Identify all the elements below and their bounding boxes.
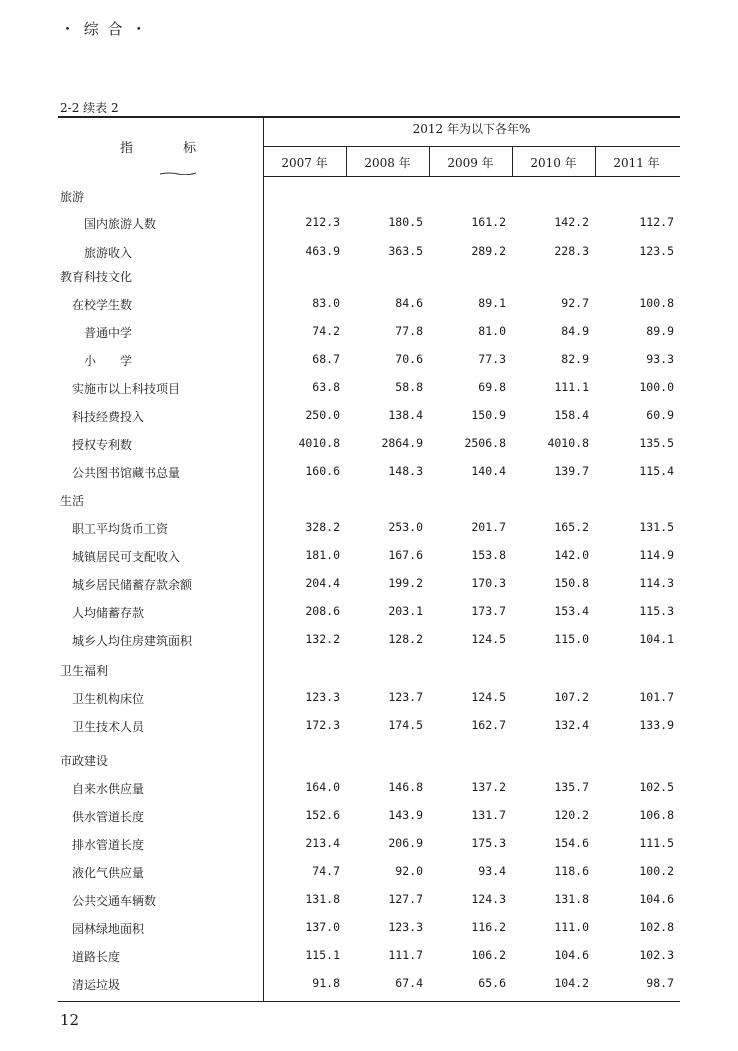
indicator-label: 液化气供应量 xyxy=(72,866,145,880)
year-header: 2008 年 xyxy=(364,156,411,170)
indicator-label: 职工平均货币工资 xyxy=(72,522,169,536)
header-divider xyxy=(263,146,680,147)
value-cell: 131.7 xyxy=(471,808,506,822)
table-row xyxy=(0,352,738,372)
value-cell: 65.6 xyxy=(478,976,506,990)
value-cell: 102.5 xyxy=(639,780,674,794)
value-cell: 137.2 xyxy=(471,780,506,794)
value-cell: 92.7 xyxy=(561,296,589,310)
table-row xyxy=(0,836,738,856)
value-cell: 93.4 xyxy=(478,864,506,878)
value-cell: 70.6 xyxy=(395,352,423,366)
value-cell: 104.6 xyxy=(554,948,589,962)
value-cell: 135.7 xyxy=(554,780,589,794)
value-cell: 253.0 xyxy=(388,520,423,534)
value-cell: 162.7 xyxy=(471,718,506,732)
table-row xyxy=(0,464,738,484)
table-row xyxy=(0,215,738,235)
value-cell: 116.2 xyxy=(471,920,506,934)
value-cell: 4010.8 xyxy=(547,436,589,450)
category-label: 旅游 xyxy=(60,190,85,204)
value-cell: 128.2 xyxy=(388,632,423,646)
value-cell: 199.2 xyxy=(388,576,423,590)
indicator-label: 道路长度 xyxy=(72,950,121,964)
value-cell: 82.9 xyxy=(561,352,589,366)
table-row xyxy=(0,548,738,568)
indicator-label: 供水管道长度 xyxy=(72,810,145,824)
value-cell: 124.3 xyxy=(471,892,506,906)
value-cell: 123.3 xyxy=(388,920,423,934)
value-cell: 328.2 xyxy=(305,520,340,534)
value-cell: 173.7 xyxy=(471,604,506,618)
value-cell: 83.0 xyxy=(312,296,340,310)
table-row xyxy=(0,976,738,996)
value-cell: 203.1 xyxy=(388,604,423,618)
table-row xyxy=(0,604,738,624)
indicator-label: 排水管道长度 xyxy=(72,838,145,852)
value-cell: 124.5 xyxy=(471,690,506,704)
value-cell: 250.0 xyxy=(305,408,340,422)
value-cell: 74.2 xyxy=(312,324,340,338)
indicator-label: 公共图书馆藏书总量 xyxy=(72,466,181,480)
indicator-label: 卫生机构床位 xyxy=(72,692,145,706)
indicator-label: 城乡人均住房建筑面积 xyxy=(72,634,193,648)
value-cell: 131.8 xyxy=(305,892,340,906)
value-cell: 84.6 xyxy=(395,296,423,310)
table-row xyxy=(0,632,738,652)
value-cell: 101.7 xyxy=(639,690,674,704)
table-row xyxy=(0,576,738,596)
value-cell: 127.7 xyxy=(388,892,423,906)
year-header: 2007 年 xyxy=(281,156,328,170)
value-cell: 123.7 xyxy=(388,690,423,704)
indicator-label: 授权专利数 xyxy=(72,438,133,452)
indicator-label: 人均储蓄存款 xyxy=(72,606,145,620)
value-cell: 77.8 xyxy=(395,324,423,338)
value-cell: 102.8 xyxy=(639,920,674,934)
section-header-tag: ・ 综 合 ・ xyxy=(60,20,149,38)
value-cell: 228.3 xyxy=(554,244,589,258)
value-cell: 153.4 xyxy=(554,604,589,618)
value-cell: 106.8 xyxy=(639,808,674,822)
value-cell: 69.8 xyxy=(478,380,506,394)
value-cell: 2864.9 xyxy=(381,436,423,450)
indicator-label: 小 学 xyxy=(84,354,133,368)
value-cell: 140.4 xyxy=(471,464,506,478)
value-cell: 208.6 xyxy=(305,604,340,618)
stub-underline-mark xyxy=(160,172,196,175)
value-cell: 114.3 xyxy=(639,576,674,590)
value-cell: 100.0 xyxy=(639,380,674,394)
value-cell: 89.1 xyxy=(478,296,506,310)
value-cell: 2506.8 xyxy=(464,436,506,450)
year-header: 2010 年 xyxy=(530,156,577,170)
value-cell: 89.9 xyxy=(646,324,674,338)
indicator-header-char: 指 xyxy=(120,141,134,156)
value-cell: 115.3 xyxy=(639,604,674,618)
category-label: 卫生福利 xyxy=(60,664,109,678)
value-cell: 201.7 xyxy=(471,520,506,534)
value-cell: 146.8 xyxy=(388,780,423,794)
value-cell: 152.6 xyxy=(305,808,340,822)
value-cell: 158.4 xyxy=(554,408,589,422)
table-row xyxy=(0,920,738,940)
value-cell: 111.7 xyxy=(388,948,423,962)
value-cell: 115.4 xyxy=(639,464,674,478)
value-cell: 170.3 xyxy=(471,576,506,590)
value-cell: 104.1 xyxy=(639,632,674,646)
value-cell: 165.2 xyxy=(554,520,589,534)
value-cell: 167.6 xyxy=(388,548,423,562)
indicator-header-char: 标 xyxy=(183,141,197,156)
value-cell: 107.2 xyxy=(554,690,589,704)
value-cell: 174.5 xyxy=(388,718,423,732)
value-cell: 84.9 xyxy=(561,324,589,338)
table-row xyxy=(0,408,738,428)
base-year-span-header: 2012 年为以下各年% xyxy=(412,122,531,136)
category-row xyxy=(0,188,738,208)
value-cell: 180.5 xyxy=(388,215,423,229)
value-cell: 100.8 xyxy=(639,296,674,310)
table-top-rule xyxy=(58,116,680,118)
indicator-column-header xyxy=(100,137,260,156)
value-cell: 204.4 xyxy=(305,576,340,590)
value-cell: 206.9 xyxy=(388,836,423,850)
header-bottom-rule xyxy=(263,176,680,177)
value-cell: 102.3 xyxy=(639,948,674,962)
value-cell: 4010.8 xyxy=(298,436,340,450)
value-cell: 93.3 xyxy=(646,352,674,366)
value-cell: 132.2 xyxy=(305,632,340,646)
table-row xyxy=(0,690,738,710)
indicator-label: 自来水供应量 xyxy=(72,782,145,796)
category-label: 生活 xyxy=(60,494,85,508)
value-cell: 124.5 xyxy=(471,632,506,646)
table-row xyxy=(0,780,738,800)
table-row xyxy=(0,380,738,400)
value-cell: 132.4 xyxy=(554,718,589,732)
value-cell: 111.5 xyxy=(639,836,674,850)
value-cell: 463.9 xyxy=(305,244,340,258)
value-cell: 92.0 xyxy=(395,864,423,878)
table-row xyxy=(0,808,738,828)
table-row xyxy=(0,718,738,738)
value-cell: 148.3 xyxy=(388,464,423,478)
table-row xyxy=(0,520,738,540)
value-cell: 77.3 xyxy=(478,352,506,366)
indicator-label: 科技经费投入 xyxy=(72,410,145,424)
value-cell: 104.2 xyxy=(554,976,589,990)
value-cell: 150.8 xyxy=(554,576,589,590)
value-cell: 100.2 xyxy=(639,864,674,878)
value-cell: 172.3 xyxy=(305,718,340,732)
table-row xyxy=(0,296,738,316)
indicator-label: 卫生技术人员 xyxy=(72,720,145,734)
indicator-label: 国内旅游人数 xyxy=(84,217,157,231)
value-cell: 213.4 xyxy=(305,836,340,850)
indicator-label: 城乡居民储蓄存款余额 xyxy=(72,578,193,592)
value-cell: 123.5 xyxy=(639,244,674,258)
indicator-label: 园林绿地面积 xyxy=(72,922,145,936)
table-bottom-rule xyxy=(58,1001,680,1002)
value-cell: 115.1 xyxy=(305,948,340,962)
value-cell: 63.8 xyxy=(312,380,340,394)
table-title: 2-2 续表 2 xyxy=(60,101,119,115)
value-cell: 143.9 xyxy=(388,808,423,822)
indicator-label: 清运垃圾 xyxy=(72,978,121,992)
value-cell: 131.5 xyxy=(639,520,674,534)
table-row xyxy=(0,948,738,968)
value-cell: 137.0 xyxy=(305,920,340,934)
value-cell: 68.7 xyxy=(312,352,340,366)
value-cell: 112.7 xyxy=(639,215,674,229)
value-cell: 161.2 xyxy=(471,215,506,229)
table-row xyxy=(0,244,738,264)
value-cell: 91.8 xyxy=(312,976,340,990)
value-cell: 120.2 xyxy=(554,808,589,822)
indicator-label: 公共交通车辆数 xyxy=(72,894,157,908)
value-cell: 104.6 xyxy=(639,892,674,906)
value-cell: 212.3 xyxy=(305,215,340,229)
value-cell: 138.4 xyxy=(388,408,423,422)
table-row xyxy=(0,436,738,456)
value-cell: 81.0 xyxy=(478,324,506,338)
value-cell: 106.2 xyxy=(471,948,506,962)
value-cell: 131.8 xyxy=(554,892,589,906)
value-cell: 363.5 xyxy=(388,244,423,258)
value-cell: 181.0 xyxy=(305,548,340,562)
year-header: 2009 年 xyxy=(447,156,494,170)
value-cell: 123.3 xyxy=(305,690,340,704)
value-cell: 135.5 xyxy=(639,436,674,450)
value-cell: 98.7 xyxy=(646,976,674,990)
value-cell: 67.4 xyxy=(395,976,423,990)
value-cell: 111.0 xyxy=(554,920,589,934)
value-cell: 164.0 xyxy=(305,780,340,794)
value-cell: 111.1 xyxy=(554,380,589,394)
value-cell: 60.9 xyxy=(646,408,674,422)
value-cell: 114.9 xyxy=(639,548,674,562)
category-row xyxy=(0,492,738,512)
value-cell: 150.9 xyxy=(471,408,506,422)
category-row xyxy=(0,752,738,772)
value-cell: 139.7 xyxy=(554,464,589,478)
category-label: 市政建设 xyxy=(60,754,109,768)
indicator-label: 旅游收入 xyxy=(84,246,133,260)
value-cell: 175.3 xyxy=(471,836,506,850)
category-row xyxy=(0,662,738,682)
value-cell: 133.9 xyxy=(639,718,674,732)
page-number: 12 xyxy=(60,1011,80,1029)
category-row xyxy=(0,268,738,288)
value-cell: 115.0 xyxy=(554,632,589,646)
indicator-label: 城镇居民可支配收入 xyxy=(72,550,181,564)
indicator-label: 在校学生数 xyxy=(72,298,133,312)
table-row xyxy=(0,864,738,884)
value-cell: 153.8 xyxy=(471,548,506,562)
year-header: 2011 年 xyxy=(613,156,660,170)
indicator-label: 普通中学 xyxy=(84,326,133,340)
value-cell: 74.7 xyxy=(312,864,340,878)
value-cell: 118.6 xyxy=(554,864,589,878)
value-cell: 142.0 xyxy=(554,548,589,562)
value-cell: 289.2 xyxy=(471,244,506,258)
value-cell: 154.6 xyxy=(554,836,589,850)
indicator-label: 实施市以上科技项目 xyxy=(72,382,181,396)
table-row xyxy=(0,324,738,344)
value-cell: 58.8 xyxy=(395,380,423,394)
category-label: 教育科技文化 xyxy=(60,270,133,284)
table-row xyxy=(0,892,738,912)
value-cell: 142.2 xyxy=(554,215,589,229)
value-cell: 160.6 xyxy=(305,464,340,478)
